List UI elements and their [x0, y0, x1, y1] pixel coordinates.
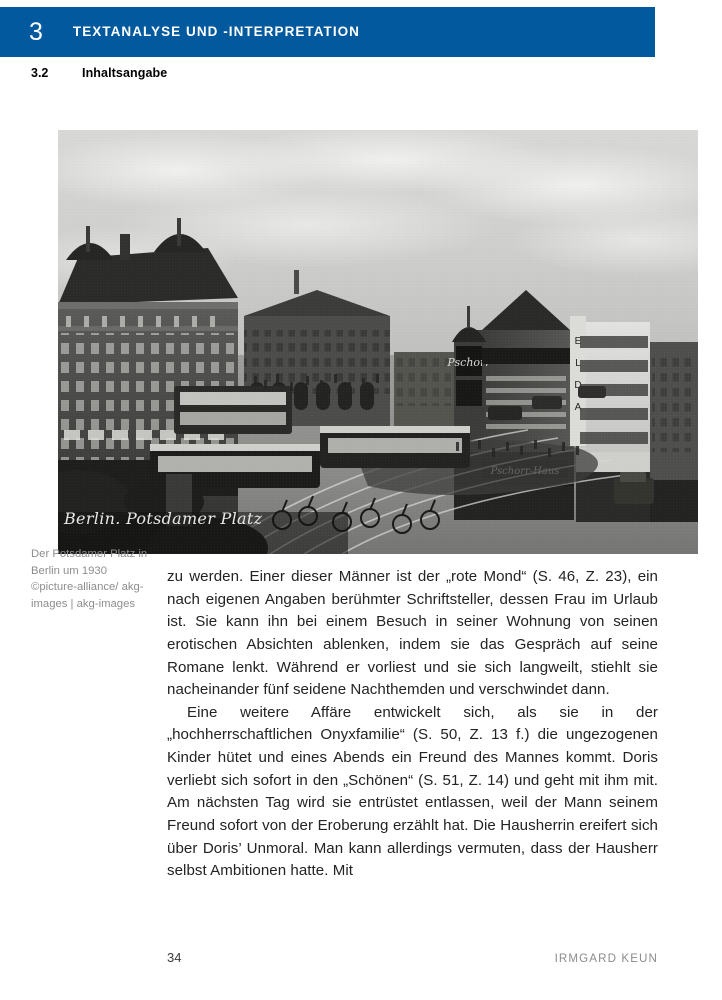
body-text-column: [167, 566, 658, 883]
potsdamer-platz-photo: [58, 130, 698, 554]
chapter-banner: [0, 7, 655, 57]
chapter-number: 3: [29, 17, 43, 46]
figure-caption: Der Potsdamer Platz in Berlin um 1930 ©picture-alliance/ akg-images | akg-images: [31, 548, 148, 610]
body-paragraph: Eine weitere Affäre entwickelt sich, als sie in der „hochherrschaftlichen Onyxfamilie“ (S. 50, Z. 13 f.) die ungezogenen Kinder hütet und eines Abends ein Freund des Mannes kommt. Doris verliebt sich sofort in den „Schönen“ (S. 51, Z. 14) und geht mit ihm mit. Am nächsten Tag wird sie entrüstet entlassen, weil der Mann seinem Freund sofort von der Eroberung erzählt hat. Die Hausherrin ereifert sich über Doris’ Unmoral. Man kann allerdings vermuten, dass der Hausherr selbst Ambitionen hatte. Mit: [167, 703, 658, 880]
section-title: Inhaltsangabe: [82, 66, 168, 80]
chapter-title: TEXTANALYSE UND -INTERPRETATION: [72, 24, 360, 40]
running-head: IRMGARD KEUN: [554, 952, 658, 965]
photo-illustration: [58, 130, 698, 554]
photo-overlay-caption-text: Berlin. Potsdamer Platz: [64, 509, 263, 528]
page-number: 34: [167, 950, 182, 965]
section-number: 3.2: [31, 66, 49, 80]
section-heading: [31, 66, 167, 80]
page-footer: [167, 950, 658, 965]
body-paragraph: zu werden. Einer dieser Männer ist der „rote Mond“ (S. 46, Z. 23), ein nach eigenen Angaben berühmter Schriftsteller, dessen Frau im Urlaub ist. Sie kann ihn bei einem Besuch in seiner Wohnung von seinen erotischen Absichten ablenken, indem sie das Gespräch auf seine Romane lenkt. Während er vorliest und sie sich langweilt, stiehlt sie nacheinander fünf seidene Nachthemden und verschwindet dann.: [167, 568, 658, 699]
